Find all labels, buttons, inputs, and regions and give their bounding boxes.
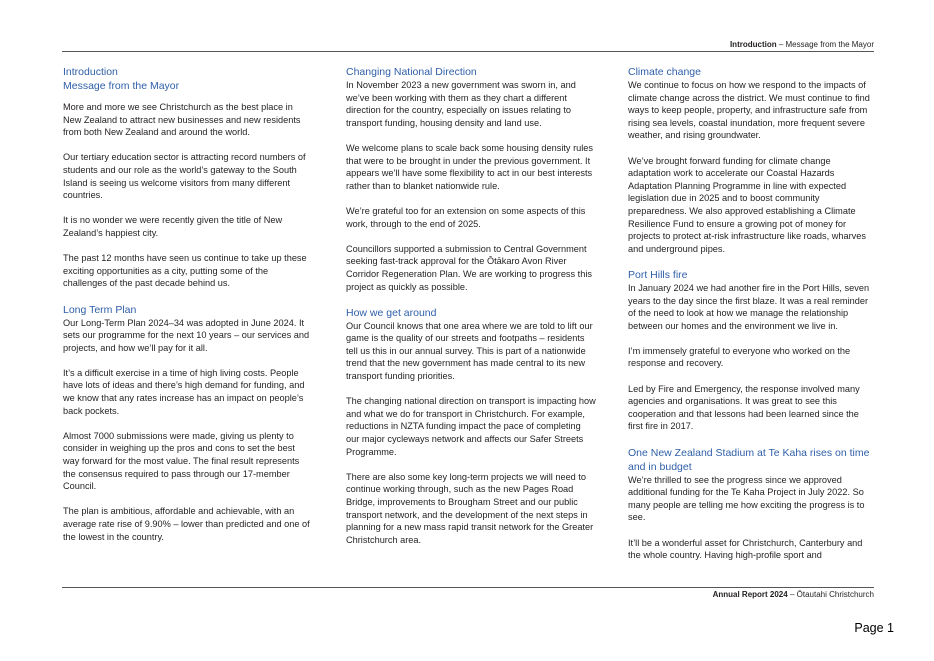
paragraph: It is no wonder we were recently given the title of New Zealand’s happiest city.	[63, 215, 283, 238]
section-subheading-mayor: Message from the Mayor	[63, 80, 180, 92]
section-heading-introduction: Introduction	[63, 66, 118, 78]
paragraph: In January 2024 we had another fire in the Port Hills, seven years to the day since the first blaze. It was a real reminder of the need to look at how we manage the relationship between our homes and the environment we live in.	[628, 282, 870, 331]
paragraph: The past 12 months have seen us continue to take up these exciting opportunities as a city, putting some of the challenges of the past decade behind us.	[63, 253, 307, 289]
section-heading-how-we-get-around: How we get around	[346, 306, 437, 319]
footer-place: Ōtautahi Christchurch	[796, 590, 874, 599]
paragraph: It’ll be a wonderful asset for Christchurch, Canterbury and the whole country. Having high-profile sport and	[628, 537, 863, 561]
paragraph: Councillors supported a submission to Central Government seeking fast-track approval for the Ōtākaro Avon River Corridor Regeneration Plan. We are working to progress this project as quickly as possible.	[346, 243, 592, 292]
column-2	[346, 65, 596, 546]
paragraph: We continue to focus on how we respond to the impacts of climate change across the district. We must continue to find ways to keep people, property, and infrastructure safe from rising sea levels, coastal inundation, more frequent severe weather, and rising groundwater.	[628, 80, 870, 141]
header-section: Introduction	[729, 40, 777, 49]
section-heading-long-term-plan: Long Term Plan	[63, 303, 137, 316]
paragraph: The changing national direction on transport is impacting how and what we do for transport in Christchurch. For example, reductions in NZTA funding impact the pace of completing our major cycleways network and affects our Safer Streets Programme.	[346, 396, 596, 457]
section-heading-climate-change: Climate change	[628, 66, 701, 78]
column-3	[628, 65, 874, 562]
footer-rule	[62, 587, 874, 588]
paragraph: We’re grateful too for an extension on some aspects of this work, through to the end of 2025.	[346, 205, 586, 229]
paragraph: Our tertiary education sector is attracting record numbers of students and our role as the world’s gateway to the South Island is seeing us welcome visitors from many different countries.	[63, 152, 306, 201]
section-heading-port-hills-fire: Port Hills fire	[628, 268, 688, 281]
paragraph: The plan is ambitious, affordable and achievable, with an average rate rise of 9.90% – lower than predicted and one of the lowest in the country.	[63, 506, 310, 542]
running-footer	[62, 590, 874, 600]
paragraph: Our Council knows that one area where we are told to lift our game is the quality of our streets and footpaths – residents tell us this in our annual survey. This is part of a nationwide trend that the new government has made central to its new transport funding priorities.	[346, 320, 593, 382]
paragraph: We’ve brought forward funding for climate change adaptation work to accelerate our Coastal Hazards Adaptation Planning Programme in line with expected legislation due in 2025 and to boost community preparedness. We also approved establishing a Climate Resilience Fund to ensure a growing pot of money for projects to protect at-risk infrastructure like roads, wharves and underground pipes.	[628, 155, 866, 254]
paragraph: I’m immensely grateful to everyone who worked on the response and recovery.	[628, 345, 851, 369]
paragraph: It’s a difficult exercise in a time of high living costs. People have lots of ideas and there’s high demand for funding, and we know that any rates increase has an impact on people’s back pockets.	[63, 367, 305, 416]
footer-separator: –	[787, 590, 797, 599]
header-separator: –	[776, 40, 786, 49]
paragraph: In November 2023 a new government was sworn in, and we’ve been working with them as they chart a different direction for the country, especially on issues relating to transport funding, housing density and land use.	[346, 80, 576, 128]
paragraph: Almost 7000 submissions were made, giving us plenty to consider in weighing up the pros and cons to set the best way forward for the most value. The final result represents the consensus required to pass through our 17-member Council.	[63, 430, 300, 492]
header-rule	[62, 51, 874, 52]
paragraph: Our Long-Term Plan 2024–34 was adopted in June 2024. It sets our programme for the next 10 years – our services and projects, and how we’ll pay for it all.	[63, 317, 310, 353]
paragraph: We’re thrilled to see the progress since we approved additional funding for the Te Kaha Project in July 2022. So many people are telling me how exciting the progress is to see.	[628, 474, 865, 523]
page-number: Page 1	[854, 621, 894, 635]
column-1	[63, 65, 313, 543]
paragraph: There are also some key long-term projects we will need to continue working through, such as the new Pages Road Bridge, improvements to Brougham Street and our public transport network, and the development of the next steps in planning for a new mass rapid transit network for the Greater Christchurch area.	[346, 471, 594, 545]
paragraph: We welcome plans to scale back some housing density rules that were to be brought in under the previous government. It appears we’ll have some flexibility to act in our best interests rather than to blanket nationwide rule.	[346, 142, 593, 191]
footer-report: Annual Report 2024	[712, 590, 788, 599]
header-subsection: Message from the Mayor	[785, 40, 874, 49]
section-heading-stadium: One New Zealand Stadium at Te Kaha rises on time and in budget	[628, 446, 870, 473]
section-heading-national-direction: Changing National Direction	[346, 66, 477, 78]
paragraph: Led by Fire and Emergency, the response involved many agencies and organisations. It was great to see this cooperation and that lessons had been learned since the first fire in 2017.	[628, 383, 860, 432]
paragraph: More and more we see Christchurch as the best place in New Zealand to attract new businesses and new residents from both New Zealand and around the world.	[63, 102, 301, 138]
